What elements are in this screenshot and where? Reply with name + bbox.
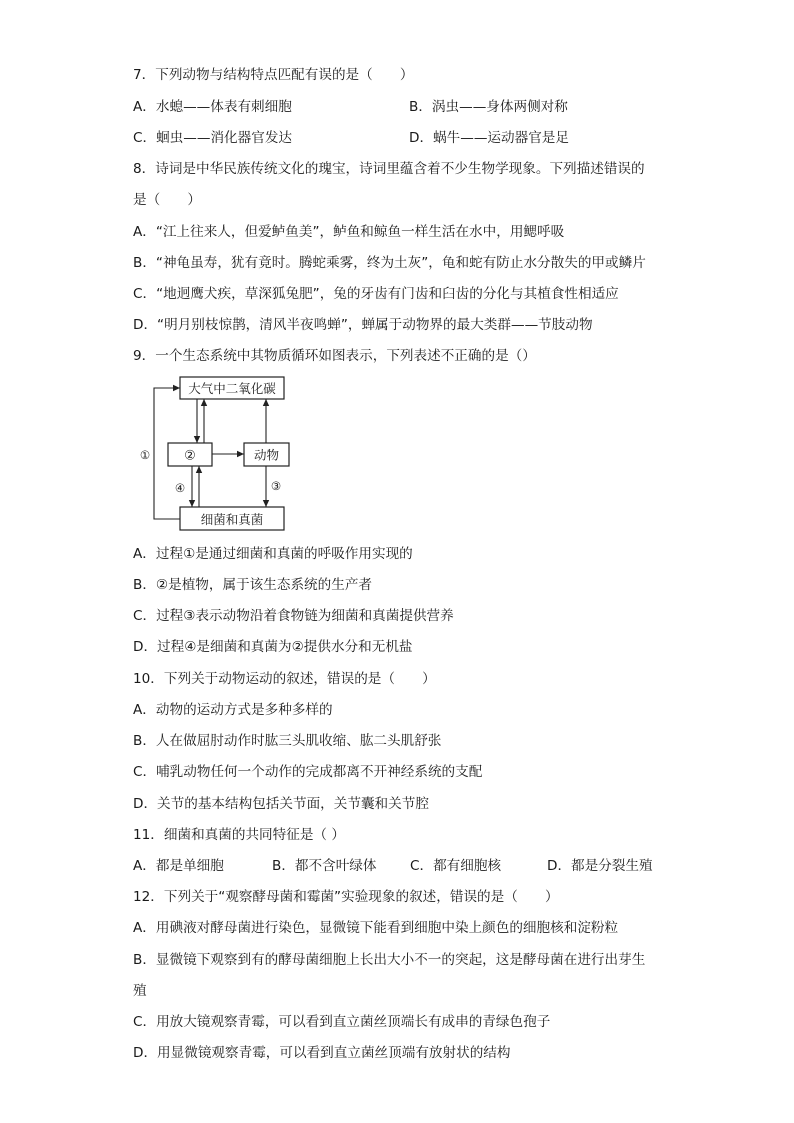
q11-option-c: C．都有细胞核 <box>410 858 502 874</box>
q10-option-b: B．人在做屈肘动作时肱三头肌收缩、肱二头肌舒张 <box>133 733 442 749</box>
box-atmosphere-co2-label: 大气中二氧化碳 <box>188 381 276 396</box>
box-animal-label: 动物 <box>253 447 280 463</box>
q8-stem-line1: 8．诗词是中华民族传统文化的瑰宝，诗词里蕴含着不少生物学现象。下列描述错误的 <box>133 161 645 177</box>
q8-stem-line2: 是（ ） <box>133 192 201 208</box>
q11-option-b: B．都不含叶绿体 <box>272 858 377 874</box>
box-producer-label: ② <box>184 448 196 464</box>
box-decomposers-label: 细菌和真菌 <box>200 512 264 527</box>
q10-option-a: A．动物的运动方式是多种多样的 <box>133 702 333 718</box>
q7-option-b: B．涡虫——身体两侧对称 <box>409 99 568 115</box>
q8-option-b: B．“神龟虽寿，犹有竟时。腾蛇乘雾，终为土灰”，龟和蛇有防止水分散失的甲或鳞片 <box>133 255 646 271</box>
q10-option-c: C．哺乳动物任何一个动作的完成都离不开神经系统的支配 <box>133 764 483 780</box>
q11-option-d: D．都是分裂生殖 <box>547 858 653 874</box>
q9-option-d: D．过程④是细菌和真菌为②提供水分和无机盐 <box>133 639 413 655</box>
q12-option-b-line1: B．显微镜下观察到有的酵母菌细胞上长出大小不一的突起，这是酵母菌在进行出芽生 <box>133 952 646 968</box>
q10-stem: 10．下列关于动物运动的叙述，错误的是（ ） <box>133 671 436 687</box>
q12-option-a: A．用碘液对酵母菌进行染色，显微镜下能看到细胞中染上颜色的细胞核和淀粉粒 <box>133 920 619 936</box>
q8-option-a: A．“江上往来人，但爱鲈鱼美”，鲈鱼和鲸鱼一样生活在水中，用鳃呼吸 <box>133 224 565 240</box>
q7-option-c: C．蛔虫——消化器官发达 <box>133 130 293 146</box>
q12-option-c: C．用放大镜观察青霉，可以看到直立菌丝顶端长有成串的青绿色孢子 <box>133 1014 551 1030</box>
q8-option-c: C．“地迥鹰犬疾，草深狐兔肥”，兔的牙齿有门齿和臼齿的分化与其植食性相适应 <box>133 286 619 302</box>
q9-stem: 9．一个生态系统中其物质循环如图表示，下列表述不正确的是（） <box>133 348 536 364</box>
q9-option-b: B．②是植物，属于该生态系统的生产者 <box>133 577 373 593</box>
label-process-3: ③ <box>270 479 282 493</box>
label-process-4: ④ <box>174 481 186 495</box>
label-process-1: ① <box>139 448 151 462</box>
carbon-cycle-diagram <box>136 374 296 534</box>
q11-option-a: A．都是单细胞 <box>133 858 224 874</box>
q9-option-c: C．过程③表示动物沿着食物链为细菌和真菌提供营养 <box>133 608 454 624</box>
q7-option-a: A．水螅——体表有刺细胞 <box>133 99 292 115</box>
q8-option-d: D．“明月别枝惊鹊，清风半夜鸣蝉”，蝉属于动物界的最大类群——节肢动物 <box>133 317 593 333</box>
q7-stem: 7．下列动物与结构特点匹配有误的是（ ） <box>133 67 414 83</box>
q12-option-d: D．用显微镜观察青霉，可以看到直立菌丝顶端有放射状的结构 <box>133 1045 511 1061</box>
q9-option-a: A．过程①是通过细菌和真菌的呼吸作用实现的 <box>133 546 413 562</box>
q7-option-d: D．蜗牛——运动器官是足 <box>409 130 569 146</box>
q12-stem: 12．下列关于“观察酵母菌和霉菌”实验现象的叙述，错误的是（ ） <box>133 889 559 905</box>
q12-option-b-line2: 殖 <box>133 983 147 999</box>
q11-stem: 11．细菌和真菌的共同特征是（ ） <box>133 827 345 843</box>
q10-option-d: D．关节的基本结构包括关节面，关节囊和关节腔 <box>133 796 429 812</box>
